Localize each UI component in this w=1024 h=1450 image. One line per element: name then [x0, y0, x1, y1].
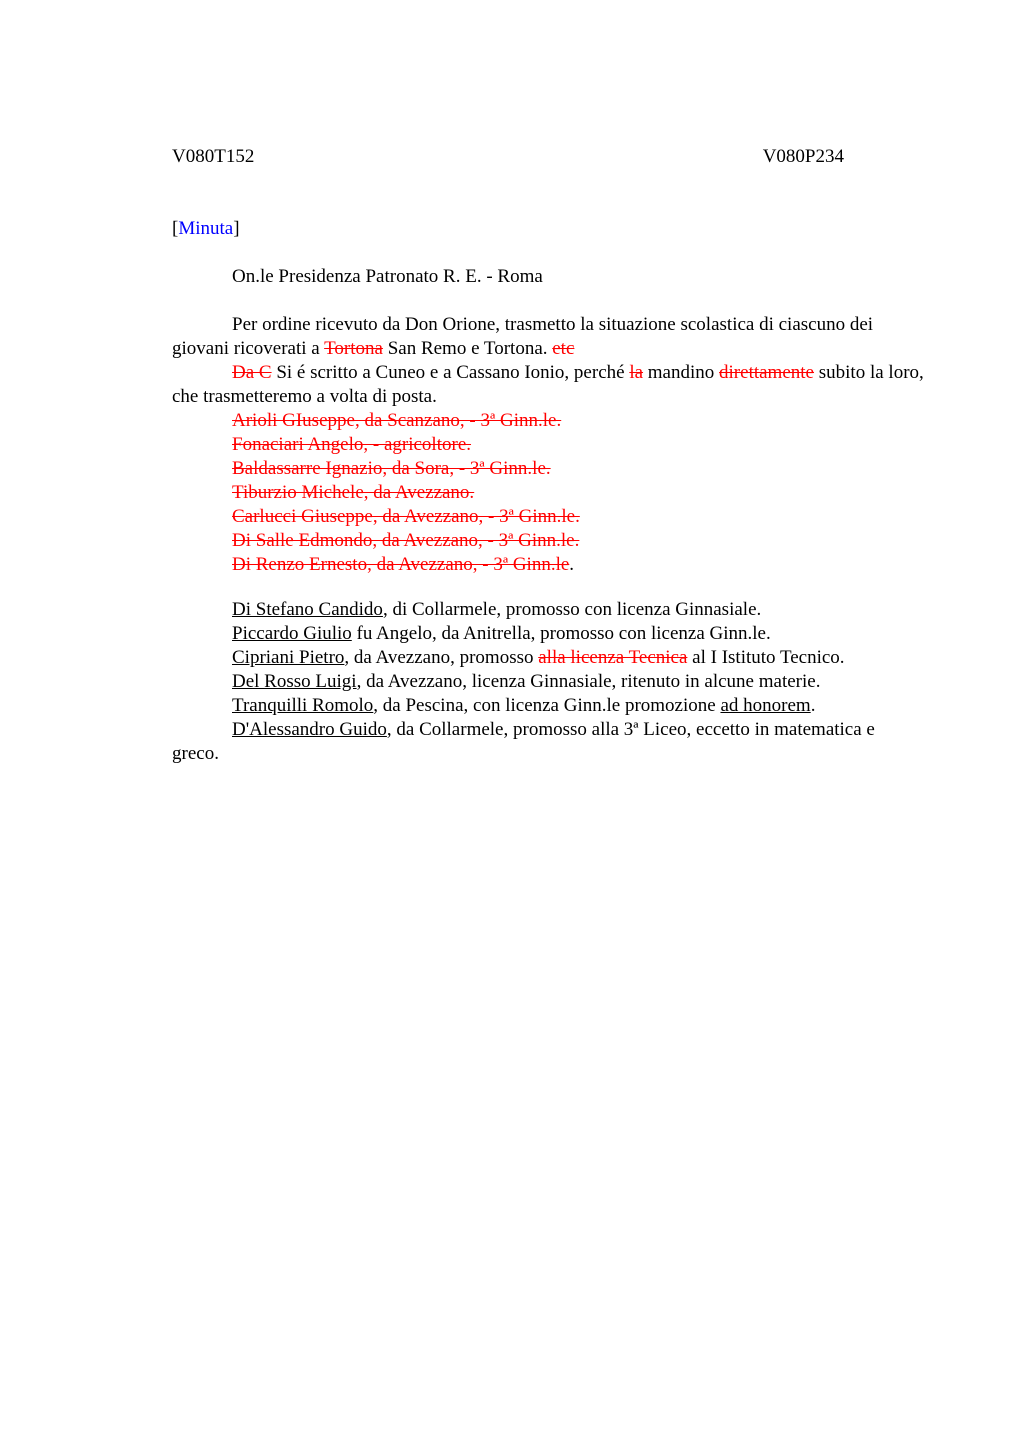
list-item: Di Renzo Ernesto, da Avezzano, - 3ª Ginn.le.: [232, 554, 575, 575]
list-item: Tranquilli Romolo, da Pescina, con licenza Ginn.le promozione ad honorem.: [232, 695, 816, 716]
student-name: Di Stefano Candido: [232, 599, 383, 620]
list-item: Di Stefano Candido, di Collarmele, promosso con licenza Ginnasiale.: [232, 599, 762, 620]
deleted-text: la: [629, 362, 644, 383]
paragraph-intro: Per ordine ricevuto da Don Orione, trasmetto la situazione scolastica di ciascuno dei giovani ricoverati a Tortona San Remo e Tortona. etc: [172, 314, 874, 359]
list-item: Arioli GIuseppe, da Scanzano, - 3ª Ginn.le.: [232, 410, 562, 431]
deleted-text: direttamente: [719, 362, 814, 383]
list-item: Del Rosso Luigi, da Avezzano, licenza Ginnasiale, ritenuto in alcune materie.: [232, 671, 821, 692]
list-item: Cipriani Pietro, da Avezzano, promosso alla licenza Tecnica al I Istituto Tecnico.: [232, 647, 845, 668]
minuta-link-text: Minuta: [178, 218, 234, 239]
deleted-text: Tortona: [324, 338, 383, 359]
paragraph-note: Da C Si é scritto a Cuneo e a Cassano Ionio, perché la mandino direttamente subito la loro, che trasmetteremo a volta di posta.: [172, 362, 924, 407]
student-name: Tranquilli Romolo: [232, 695, 374, 716]
list-item: Di Salle Edmondo, da Avezzano, - 3ª Ginn.le.: [232, 530, 580, 551]
minuta-label: [Minuta]: [172, 218, 240, 239]
student-name: Cipriani Pietro: [232, 647, 345, 668]
list-item: Baldassarre Ignazio, da Sora, - 3ª Ginn.le.: [232, 458, 551, 479]
addressee-line: On.le Presidenza Patronato R. E. - Roma: [232, 266, 543, 287]
list-item: Carlucci Giuseppe, da Avezzano, - 3ª Ginn.le.: [232, 506, 580, 527]
document-code-right: V080P234: [762, 146, 844, 167]
list-item: D'Alessandro Guido, da Collarmele, promosso alla 3ª Liceo, eccetto in matematica e greco.: [172, 719, 875, 764]
deleted-student-list: [172, 409, 984, 577]
underlined-phrase: ad honorem: [720, 695, 811, 716]
header-codes: [172, 146, 844, 170]
list-item: Tiburzio Michele, da Avezzano.: [232, 482, 475, 503]
student-name: D'Alessandro Guido: [232, 719, 387, 740]
student-name: Del Rosso Luigi: [232, 671, 357, 692]
list-item: Piccardo Giulio fu Angelo, da Anitrella, promosso con licenza Ginn.le.: [232, 623, 771, 644]
deleted-text: etc: [552, 338, 575, 359]
deleted-text: alla licenza Tecnica: [538, 647, 688, 668]
deleted-text: Da C: [232, 362, 272, 383]
document-code-left: V080T152: [172, 146, 255, 167]
list-item: Fonaciari Angelo, - agricoltore.: [232, 434, 472, 455]
student-name: Piccardo Giulio: [232, 623, 352, 644]
student-list: [172, 598, 924, 766]
